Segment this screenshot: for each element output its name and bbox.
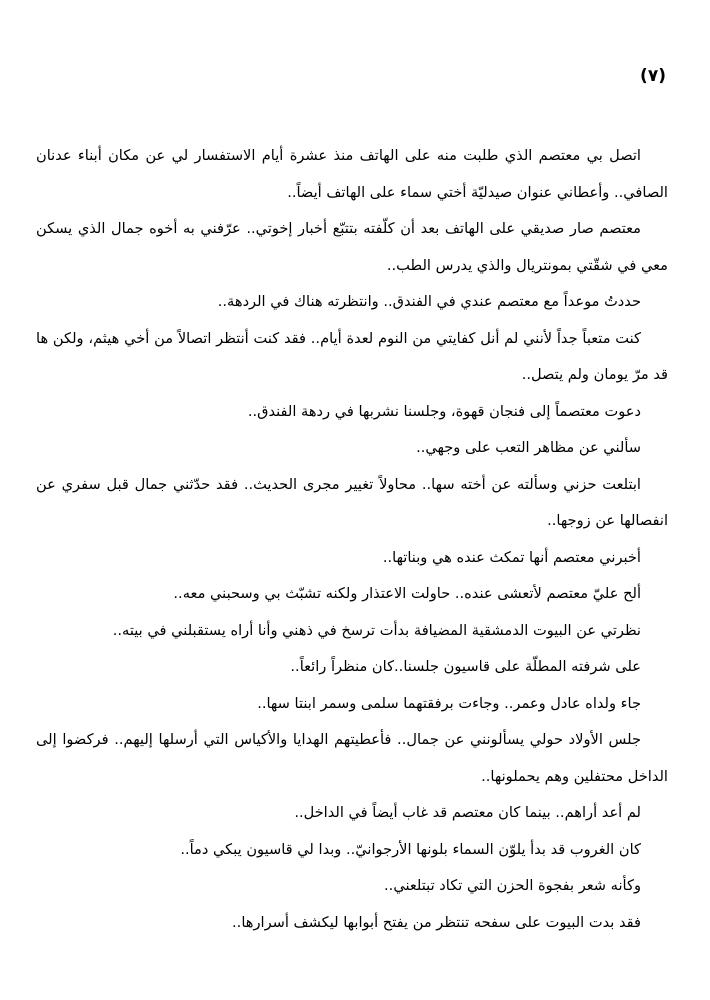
paragraph: معتصم صار صديقي على الهاتف بعد أن كلّفته بتتبّع أخبار إخوتي.. عرّفني به أخوه جمال الذي يسكن معي في شقّتي بمونتريال والذي يدرس الطب.. xyxy=(36,220,668,274)
paragraph: حددتُ موعداً مع معتصم عندي في الفندق.. وانتظرته هناك في الردهة.. xyxy=(217,293,641,310)
body-text xyxy=(36,138,668,941)
paragraph: ابتلعت حزني وسألته عن أخته سها.. محاولاً تغيير مجرى الحديث.. فقد حدّثني جمال قبل سفري عن انفصالها عن زوجها.. xyxy=(36,475,668,529)
page-number: (٧) xyxy=(640,66,666,86)
paragraph: وكأنه شعر بفجوة الحزن التي تكاد تبتلعني.. xyxy=(384,877,641,894)
paragraph: أخبرني معتصم أنها تمكث عنده هي وبناتها.. xyxy=(382,548,641,566)
paragraph: سألني عن مظاهر التعب على وجهي.. xyxy=(416,439,641,456)
paragraph: على شرفته المطلّة على قاسيون جلسنا..كان منظراً رائعاً.. xyxy=(290,658,641,675)
paragraph: كنت متعباً جداً لأنني لم أنل كفايتي من النوم لعدة أيام.. فقد كنت أنتظر اتصالاً من أخي هيثم، ولكن ها قد مرّ يومان ولم يتصل.. xyxy=(36,329,668,383)
paragraph: جاء ولداه عادل وعمر.. وجاءت برفقتهما سلمى وسمر ابنتا سها.. xyxy=(257,694,641,712)
paragraph: ألح عليّ معتصم لأتعشى عنده.. حاولت الاعتذار ولكنه تشبّث بي وسحبني معه.. xyxy=(173,585,641,602)
paragraph: نظرتي عن البيوت الدمشقية المضيافة بدأت ترسخ في ذهني وأنا أراه يستقبلني في بيته.. xyxy=(112,621,641,639)
paragraph: كان الغروب قد بدأ يلوّن السماء بلونها الأرجوانيّ.. وبدا لي قاسيون يبكي دماً.. xyxy=(180,840,641,858)
paragraph: اتصل بي معتصم الذي طلبت منه على الهاتف منذ عشرة أيام الاستفسار لي عن مكان أبناء عدنان الصافي.. وأعطاني عنوان صيدليّة أختي سماء على الهاتف أيضاً.. xyxy=(36,147,668,201)
paragraph: جلس الأولاد حولي يسألونني عن جمال.. فأعطيتهم الهدايا والأكياس التي أرسلها إليهم.. فركضوا إلى الداخل محتفلين وهم يحملونها.. xyxy=(36,731,668,785)
paragraph: دعوت معتصماً إلى فنجان قهوة، وجلسنا نشربها في ردهة الفندق.. xyxy=(247,402,641,420)
paragraph: لم أعد أراهم.. بينما كان معتصم قد غاب أيضاً في الداخل.. xyxy=(294,804,641,821)
paragraph: فقد بدت البيوت على سفحه تنتظر من يفتح أبوابها ليكشف أسرارها.. xyxy=(232,913,641,931)
